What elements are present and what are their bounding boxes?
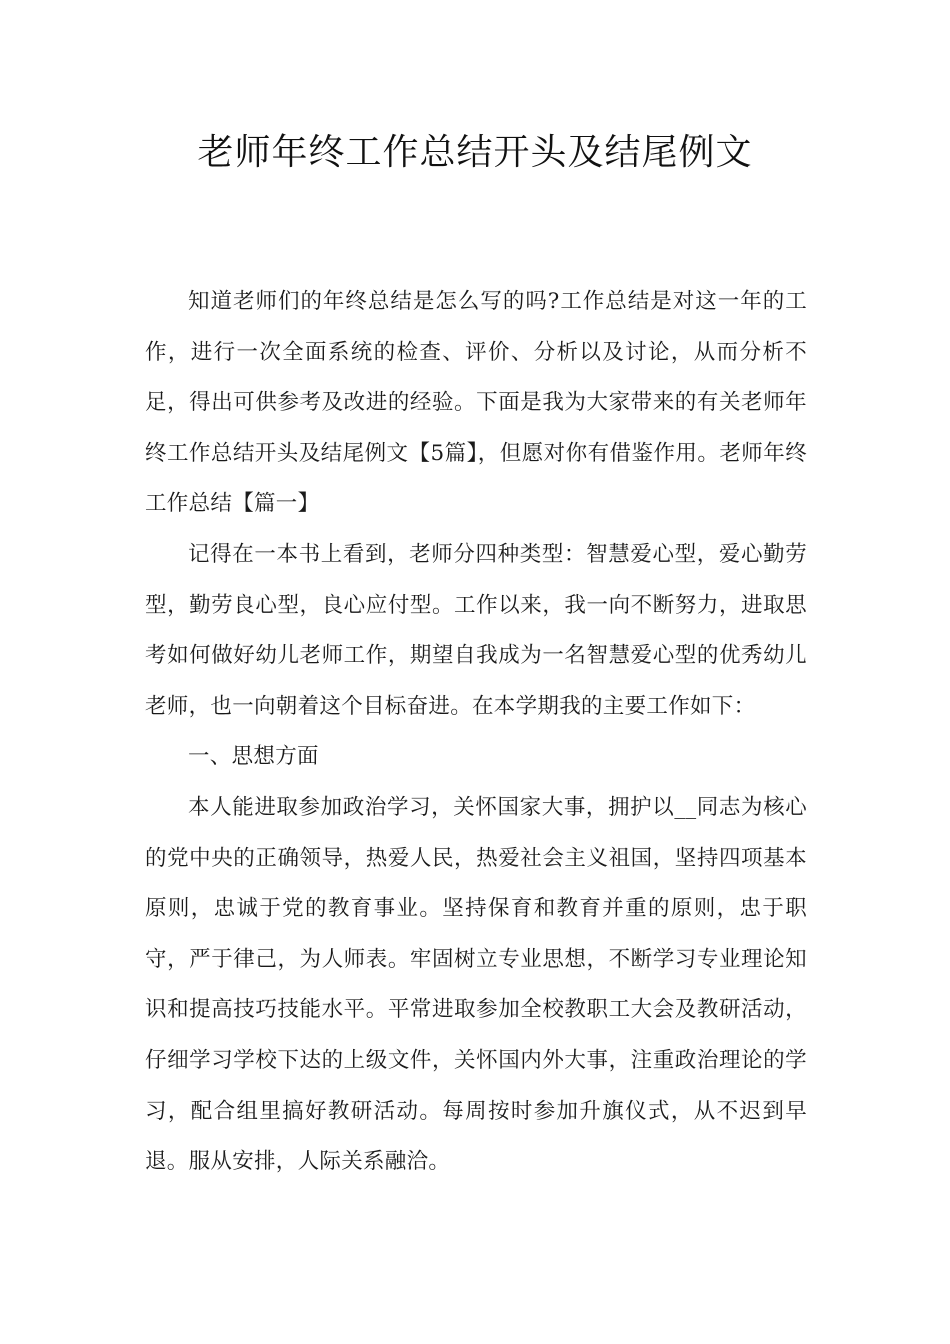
intro-paragraph: 知道老师们的年终总结是怎么写的吗?工作总结是对这一年的工作，进行一次全面系统的检查、评价、分析以及讨论，从而分析不足，得出可供参考及改进的经验。下面是我为大家带来的有关老师年终工作总结开头及结尾例文【5篇】，但愿对你有借鉴作用。老师年终工作总结【篇一】 — [145, 289, 807, 517]
document-body — [145, 277, 807, 1188]
section-heading-ideology: 一、思想方面 — [188, 744, 319, 770]
teacher-types-paragraph: 记得在一本书上看到，老师分四种类型：智慧爱心型，爱心勤劳型，勤劳良心型，良心应付型。工作以来，我一向不断努力，进取思考如何做好幼儿老师工作，期望自我成为一名智慧爱心型的优秀幼儿老师，也一向朝着这个目标奋进。在本学期我的主要工作如下： — [145, 541, 807, 719]
document-title: 老师年终工作总结开头及结尾例文 — [197, 132, 753, 173]
ideology-paragraph: 本人能进取参加政治学习，关怀国家大事，拥护以__同志为核心的党中央的正确领导，热爱人民，热爱社会主义祖国，坚持四项基本原则，忠诚于党的教育事业。坚持保育和教育并重的原则，忠于职守，严于律己，为人师表。牢固树立专业思想，不断学习专业理论知识和提高技巧技能水平。平常进取参加全校教职工大会及教研活动，仔细学习学校下达的上级文件，关怀国内外大事，注重政治理论的学习，配合组里搞好教研活动。每周按时参加升旗仪式，从不迟到早退。服从安排，人际关系融洽。 — [145, 794, 807, 1175]
